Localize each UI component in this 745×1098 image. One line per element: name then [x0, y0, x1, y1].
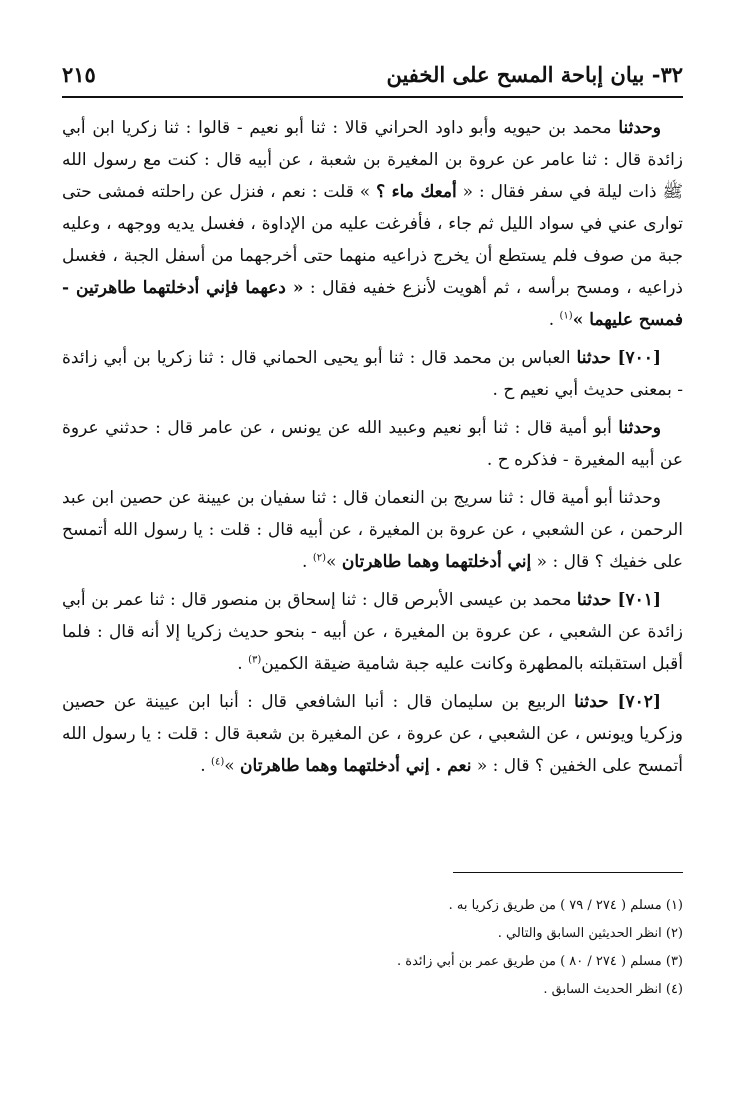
footnote-1: (١) مسلم ( ٢٧٤ / ٧٩ ) من طريق زكريا به .	[448, 898, 683, 913]
paragraph-hadith-702	[62, 686, 683, 782]
paragraph-text: العباس بن محمد قال : ثنا أبو يحيى الحماني قال : ثنا زكريا بن أبي زائدة - بمعنى حديث أبي نعيم ح .	[62, 348, 683, 400]
chapter-title: ٣٢- بيان إباحة المسح على الخفين	[386, 61, 683, 87]
page-header	[62, 52, 683, 98]
paragraph-end: .	[548, 310, 560, 330]
quote-bold: « دعهما فإني أدخلتهما طاهرتين - فمسح عليهما »	[62, 278, 683, 330]
main-text	[62, 112, 683, 788]
quote-bold: أمعك ماء ؟	[376, 182, 457, 202]
paragraph-lead: وحدثنا	[618, 118, 661, 138]
footnote-4: (٤) انظر الحديث السابق .	[543, 982, 683, 997]
hadith-number: [٧٠٢]	[617, 692, 661, 712]
quote-bold: نعم . إني أدخلتهما وهما طاهرتان	[240, 756, 472, 776]
paragraph-hadith-701	[62, 584, 683, 680]
paragraph-end: .	[237, 654, 249, 674]
footnote-3: (٣) مسلم ( ٢٧٤ / ٨٠ ) من طريق عمر بن أبي زائدة .	[397, 954, 683, 969]
footnote-ref: (٣)	[248, 654, 262, 666]
footnote-ref: (١)	[559, 310, 573, 322]
paragraph-lead: وحدثنا	[618, 418, 661, 438]
hadith-number: [٧٠١]	[617, 590, 661, 610]
paragraph-text: محمد بن حيويه وأبو داود الحراني قالا : ثنا أبو نعيم - قالوا : ثنا زكريا ابن أبي زائدة قال : ثنا عامر عن عروة بن المغيرة بن شعبة ، عن أبيه قال : كنت مع رسول الله ﷺ ذات ليلة في سفر فقال : «	[62, 118, 683, 202]
paragraph-lead: حدثنا	[574, 692, 618, 712]
paragraph-1	[62, 112, 683, 336]
footnote-2: (٢) انظر الحديثين السابق والتالي .	[497, 926, 683, 941]
paragraph-4	[62, 482, 683, 578]
quote-bold: إني أدخلتهما وهما طاهرتان	[341, 552, 532, 572]
footnotes	[62, 892, 683, 1004]
footnote-ref: (٤)	[211, 756, 225, 768]
page-number: ٢١٥	[62, 61, 96, 87]
paragraph-hadith-700	[62, 342, 683, 406]
footnote-divider	[453, 872, 683, 873]
paragraph-end: .	[302, 552, 313, 572]
paragraph-text: محمد بن عيسى الأبرص قال : ثنا إسحاق بن منصور قال : ثنا عمر بن أبي زائدة عن الشعبي ، عن عروة بن المغيرة ، عن أبيه - بنحو حديث زكريا إلا أنه قال : فلما أقبل استقبلته بالمطهرة وكانت عليه جبة شامية ضيقة الكمين	[62, 590, 683, 674]
footnote-ref: (٢)	[312, 552, 327, 564]
paragraph-text-continued: »	[326, 552, 342, 572]
paragraph-lead: حدثنا	[576, 348, 618, 368]
hadith-number: [٧٠٠]	[617, 348, 661, 368]
paragraph-text: الربيع بن سليمان قال : أنبا الشافعي قال : أنبا ابن عيينة عن حصين وزكريا ويونس ، عن الشعبي ، عن عروة ، عن المغيرة بن شعبة قال : قلت : يا رسول الله أتمسح على الخفين ؟ قال : «	[62, 692, 683, 776]
paragraph-end: .	[200, 756, 212, 776]
paragraph-3	[62, 412, 683, 476]
paragraph-text: أبو أمية قال : ثنا أبو نعيم وعبيد الله عن يونس ، عن عامر قال : حدثني عروة عن أبيه المغيرة - فذكره ح .	[62, 418, 683, 470]
paragraph-text-continued: »	[224, 756, 241, 776]
paragraph-text: وحدثنا أبو أمية قال : ثنا سريج بن النعمان قال : ثنا سفيان بن عيينة عن حصين ابن عبد الرحمن ، عن الشعبي ، عن عروة بن المغيرة ، عن أبيه قال : قلت : يا رسول الله أتمسح على خفيك ؟ قال : «	[62, 488, 683, 572]
paragraph-text-continued: » قلت : نعم ، فنزل عن راحلته فمشى حتى توارى عني في سواد الليل ثم جاء ، فأفرغت عليه من الإداوة ، فغسل يديه ووجهه ، وعليه جبة من صوف فلم يستطع أن يخرج ذراعيه منهما حتى أخرجهما من أسفل الجبة ، فغسل ذراعيه ، ومسح برأسه ، ثم أهويت لأنزع خفيه فقال :	[62, 182, 684, 298]
paragraph-lead: حدثنا	[576, 590, 618, 610]
